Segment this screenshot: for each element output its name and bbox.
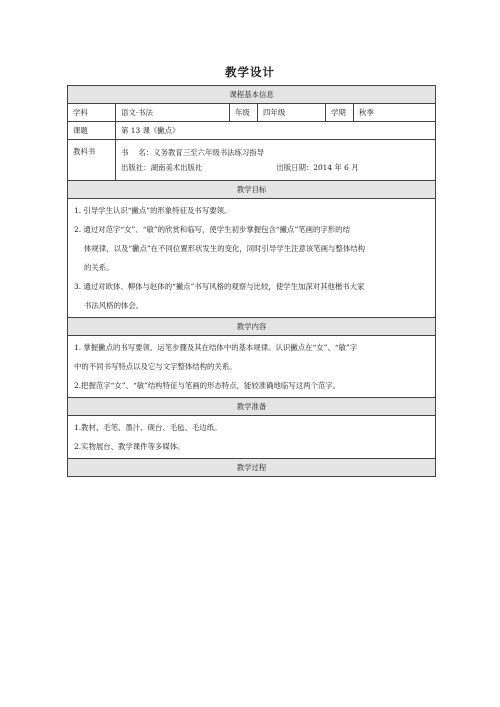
publisher: 出版社：湖南美术出版社 bbox=[121, 163, 203, 172]
prep-item: 1.教材、毛笔、墨汁、砚台、毛毡、毛边纸。 bbox=[74, 423, 222, 432]
content-row bbox=[68, 336, 436, 398]
section-prep: 教学准备 bbox=[68, 398, 436, 416]
goal-item-continued: 的关系。 bbox=[84, 263, 114, 272]
section-content: 教学内容 bbox=[68, 318, 436, 336]
book-name-line bbox=[121, 145, 430, 160]
goal-item: 3. 通过对欧体、柳体与赵体的“撇点”书写风格的观察与比较，使学生加深对其他楷书大家 bbox=[74, 282, 365, 291]
topic-label: 课题 bbox=[68, 122, 116, 140]
publish-date: 出版日期：2014 年 6 月 bbox=[276, 163, 359, 172]
page-title: 教学设计 bbox=[225, 65, 275, 79]
goal-item: 2. 通过对范字“女”、“敏”的欣赏和临写，使学生初步掌握包含“撇点”笔画的字形的结 bbox=[74, 225, 350, 234]
grade-label: 年级 bbox=[230, 104, 258, 122]
prep-row bbox=[68, 416, 436, 459]
goal-item-continued: 书法风格的体会。 bbox=[84, 301, 144, 310]
subject-row bbox=[68, 104, 436, 122]
book-name-label-2: 名： bbox=[138, 148, 154, 157]
book-name-value: 义务教育三至六年级书法练习指导 bbox=[153, 148, 265, 157]
goal-item: 1. 引导学生认识“撇点”的形象特征及书写要领。 bbox=[74, 206, 232, 215]
content-item: 2.把握范字“女”、“敏”结构特征与笔画的形态特点，能较准确地临写这两个范字。 bbox=[74, 381, 341, 390]
book-name-label: 书 bbox=[121, 148, 129, 157]
lesson-plan-table bbox=[67, 85, 436, 477]
textbook-label: 教科书 bbox=[68, 140, 116, 181]
section-process: 教学过程 bbox=[68, 459, 436, 477]
term-value: 秋季 bbox=[354, 104, 436, 122]
goals-row bbox=[68, 199, 436, 318]
publisher-line bbox=[121, 160, 430, 175]
topic-value: 第 13 课《撇点》 bbox=[116, 122, 436, 140]
term-label: 学期 bbox=[326, 104, 354, 122]
content-item: 1. 掌握撇点的书写要领、运笔步骤及其在结体中的基本规律。认识撇点在“女”、“敏”字 bbox=[74, 343, 358, 352]
prep-item: 2.实物展台、教学课件等多媒体。 bbox=[74, 442, 185, 451]
section-goals: 教学目标 bbox=[68, 181, 436, 199]
topic-row bbox=[68, 122, 436, 140]
section-basic-info: 课程基本信息 bbox=[68, 86, 436, 104]
grade-value: 四年级 bbox=[258, 104, 326, 122]
goal-item-continued: 体规律，以及“撇点”在不同位置形状发生的变化，同时引导学生注意该笔画与整体结构 bbox=[84, 244, 366, 253]
textbook-row bbox=[68, 140, 436, 181]
subject-value: 语文·书法 bbox=[116, 104, 230, 122]
content-item-continued: 中的不同书写特点以及它与文字整体结构的关系。 bbox=[74, 362, 237, 371]
subject-label: 学科 bbox=[68, 104, 116, 122]
